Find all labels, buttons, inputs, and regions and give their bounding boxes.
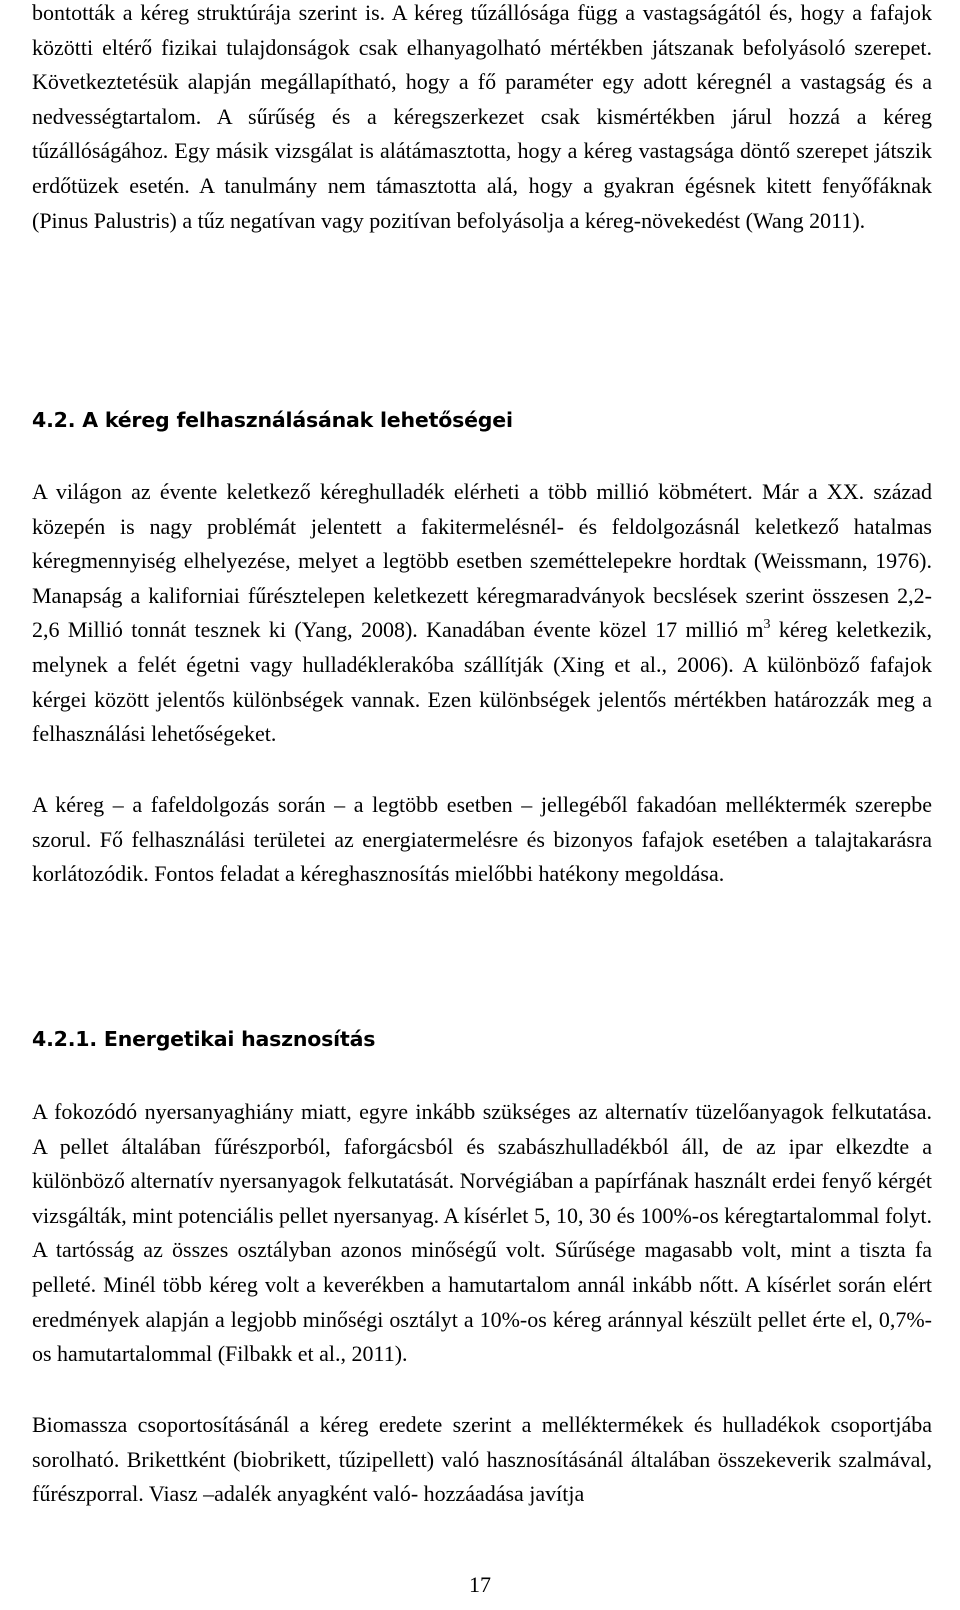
paragraph-biomass: Biomassza csoportosításánál a kéreg eredete szerint a melléktermékek és hulladékok csoportjába sorolható. Brikettként (biobrikett, tűzipellett) való hasznosításánál általában összekeverik szalmával, fűrészporral. Viasz –adalék anyagként való- hozzáadása javítja [32, 1412, 932, 1507]
paragraph-bark-waste [32, 475, 932, 752]
paragraph-intro: bontották a kéreg struktúrája szerint is. A kéreg tűzállósága függ a vastagságától és, hogy a fafajok közötti eltérő fizikai tulajdonságok csak elhanyagolható mértékben játszanak befolyásoló szerepet. Következtetésük alapján megállapítható, hogy a fő paraméter egy adott kéregnél a vastagság és a nedvességtartalom. A sűrűség és a kéregszerkezet csak kismértékben járul hozzá a kéreg tűzállóságához. Egy másik vizsgálat is alátámasztotta, hogy a kéreg vastagsága döntő szerepet játszik erdőtüzek esetén. A tanulmány nem támasztotta alá, hogy a gyakran égésnek kitett fenyőfáknak (Pinus Palustris) a tűz negatívan vagy pozitívan befolyásolja a kéreg-növekedést (Wang 2011). [32, 0, 932, 233]
section-heading-4-2-1: 4.2.1. Energetikai hasznosítás [32, 1027, 376, 1051]
paragraph-energy-pellet: A fokozódó nyersanyaghiány miatt, egyre inkább szükséges az alternatív tüzelőanyagok felkutatása. A pellet általában fűrészporból, faforgácsból és szabászhulladékból áll, de az ipar elkezdte a különböző alternatív nyersanyagok felkutatását. Norvégiában a papírfának használt erdei fenyő kérgét vizsgálták, mint potenciális pellet nyersanyag. A kísérlet 5, 10, 30 és 100%-os kéregtartalommal folyt. A tartósság az összes osztályban azonos minőségű volt. Sűrűsége magasabb volt, mint a tiszta fa pelleté. Minél több kéreg volt a keverékben a hamutartalom annál inkább nőtt. A kísérlet során elért eredmények alapján a legjobb minőségi osztályt a 10%-os kéreg aránnyal készült pellet érte el, 0,7%-os hamutartalommal (Filbakk et al., 2011). [32, 1099, 932, 1367]
paragraph-bark-waste-part2: kéreg keletkezik, melynek a felét égetni vagy hulladéklerakóba szállítják (Xing et al., 2006). A különböző fafajok kérgei között jelentős különbségek vannak. Ezen különbségek jelentős mértékben határozzák meg a felhasználási lehetőségeket. [32, 617, 932, 747]
section-heading-4-2: 4.2. A kéreg felhasználásának lehetőségei [32, 408, 513, 432]
superscript-cubic: 3 [763, 617, 771, 633]
paragraph-bark-byproduct: A kéreg – a fafeldolgozás során – a legtöbb esetben – jellegéből fakadóan melléktermék szerepbe szorul. Fő felhasználási területei az energiatermelésre és bizonyos fafajok esetében a talajtakarásra korlátozódik. Fontos feladat a kéreghasznosítás mielőbbi hatékony megoldása. [32, 792, 932, 887]
paragraph-bark-waste-part1: A világon az évente keletkező kéreghulladék elérheti a több millió köbmétert. Már a XX. század közepén is nagy problémát jelentett a fakitermelésnél- és feldolgozásnál keletkező hatalmas kéregmennyiség elhelyezése, melyet a legtöbb esetben szeméttelepekre hordtak (Weissmann, 1976). Manapság a kaliforniai fűrésztelepen keletkezett kéregmaradványok becslések szerint összesen 2,2-2,6 Millió tonnát tesznek ki (Yang, 2008). Kanadában évente közel 17 millió m [32, 479, 932, 643]
page-number: 17 [469, 1572, 491, 1597]
